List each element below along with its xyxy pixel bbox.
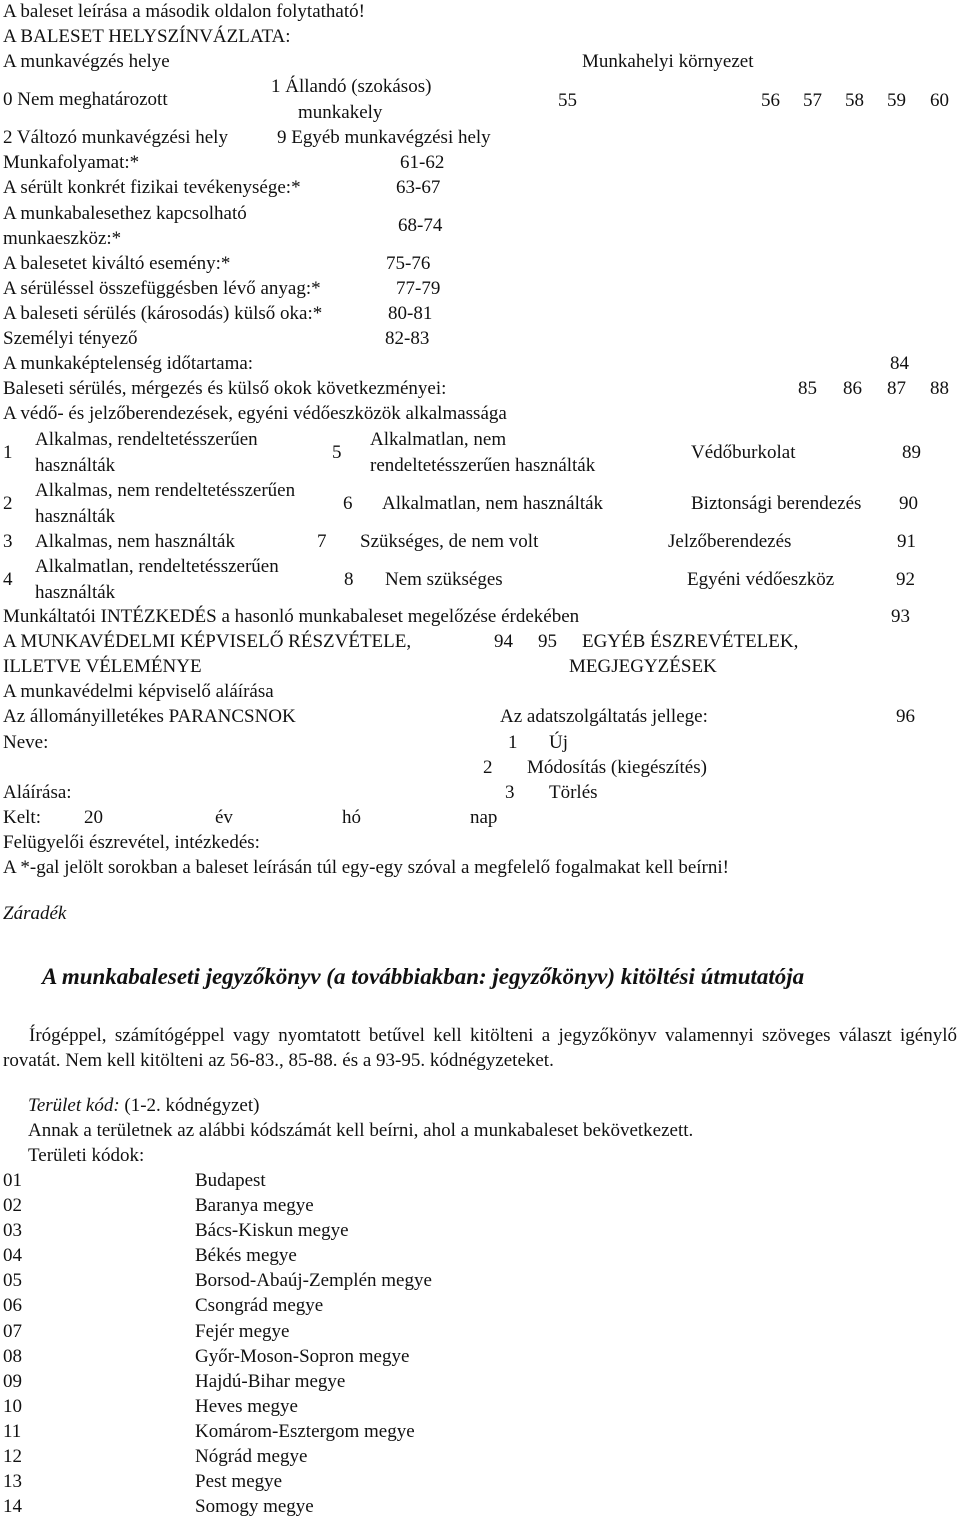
code-89: 89 [902, 442, 921, 463]
protective-row2-option-line2: használták [35, 506, 116, 527]
other-remarks-line1: EGYÉB ÉSZREVÉTELEK, [582, 631, 799, 652]
protective-row2-option2: Alkalmatlan, nem használták [382, 493, 604, 514]
date-day: nap [470, 807, 498, 828]
triggering-event-label: A balesetet kiváltó esemény:* [3, 253, 231, 274]
code-63-67: 63-67 [396, 177, 441, 198]
code-61-62: 61-62 [400, 152, 445, 173]
protective-row3-option: Alkalmas, nem használták [35, 531, 235, 552]
code-58: 58 [845, 90, 864, 111]
guide-intro: Írógéppel, számítógéppel vagy nyomtatott betűvel kell kitölteni a jegyzőkönyv valamennyi szöveges választ igénylő rovatát. Nem kell kitölteni az 56-83., 85-88. és a 93-95. kódnégyzeteket. [3, 1025, 957, 1071]
area-code-line [28, 1096, 259, 1115]
region-code: 09 [3, 1371, 22, 1392]
region-code: 13 [3, 1471, 22, 1492]
region-name: Borsod-Abaúj-Zemplén megye [195, 1270, 432, 1291]
device-guard: Védőburkolat [691, 442, 796, 463]
location-option-1-line1: 1 Állandó (szokásos) [271, 76, 432, 97]
region-code: 10 [3, 1396, 22, 1417]
data-service-option-1: Új [549, 732, 568, 753]
region-name: Somogy megye [195, 1496, 314, 1517]
region-name: Hajdú-Bihar megye [195, 1371, 346, 1392]
protective-row1-option2-line1: Alkalmatlan, nem [370, 429, 507, 450]
location-option-0: 0 Nem meghatározott [3, 89, 168, 110]
protective-row1-number: 1 [3, 442, 13, 463]
protective-row1-option-line1: Alkalmas, rendeltetésszerűen [35, 429, 258, 450]
protective-row3-option2: Szükséges, de nem volt [360, 531, 539, 552]
region-name: Heves megye [195, 1396, 298, 1417]
data-service-option-1-number: 1 [508, 732, 518, 753]
signature-label: Aláírása: [3, 782, 72, 803]
protective-row3-number: 3 [3, 531, 13, 552]
region-code: 05 [3, 1270, 22, 1291]
commander-label: Az állományilletékes PARANCSNOK [3, 706, 296, 727]
equipment-label-line1: A munkabalesethez kapcsolható [3, 203, 247, 224]
region-name: Komárom-Esztergom megye [195, 1421, 415, 1442]
code-92: 92 [896, 569, 915, 590]
code-84: 84 [890, 353, 909, 374]
code-68-74: 68-74 [398, 215, 443, 236]
consequences-label: Baleseti sérülés, mérgezés és külső okok következményei: [3, 378, 447, 399]
equipment-label-line2: munkaeszköz:* [3, 228, 122, 249]
incapacity-label: A munkaképtelenség időtartama: [3, 353, 254, 374]
region-code: 01 [3, 1170, 22, 1191]
work-process-label: Munkafolyamat:* [3, 152, 140, 173]
protective-title: A védő- és jelzőberendezések, egyéni védőeszközök alkalmassága [3, 403, 507, 424]
rep-signature-label: A munkavédelmi képviselő aláírása [3, 681, 274, 702]
code-82-83: 82-83 [385, 328, 430, 349]
protective-row3-number2: 7 [317, 531, 327, 552]
other-remarks-line2: MEGJEGYZÉSEK [569, 656, 717, 677]
work-location-label: A munkavégzés helye [3, 51, 170, 72]
date-year-prefix: 20 [84, 807, 103, 828]
region-name: Fejér megye [195, 1321, 290, 1342]
code-95: 95 [538, 631, 557, 652]
date-month: hó [342, 807, 361, 828]
code-94: 94 [494, 631, 513, 652]
sketch-title: A BALESET HELYSZÍNVÁZLATA: [3, 26, 291, 47]
region-code: 07 [3, 1321, 22, 1342]
date-year: év [215, 807, 233, 828]
external-cause-label: A baleseti sérülés (károsodás) külső oka:* [3, 303, 323, 324]
area-code-label: Terület kód: [28, 1095, 120, 1116]
region-name: Békés megye [195, 1245, 297, 1266]
continuation-note: A baleset leírása a második oldalon folytatható! [3, 1, 365, 22]
name-label: Neve: [3, 732, 49, 753]
related-material-label: A sérüléssel összefüggésben lévő anyag:* [3, 278, 321, 299]
code-55: 55 [558, 90, 577, 111]
code-56: 56 [761, 90, 780, 111]
region-code: 14 [3, 1496, 22, 1517]
region-name: Budapest [195, 1170, 266, 1191]
region-name: Bács-Kiskun megye [195, 1220, 349, 1241]
code-88: 88 [930, 378, 949, 399]
rep-participation-line2: ILLETVE VÉLEMÉNYE [3, 656, 202, 677]
region-code: 02 [3, 1195, 22, 1216]
personal-factor-label: Személyi tényező [3, 328, 138, 349]
code-59: 59 [887, 90, 906, 111]
code-57: 57 [803, 90, 822, 111]
location-option-9: 9 Egyéb munkavégzési hely [277, 127, 491, 148]
code-77-79: 77-79 [396, 278, 441, 299]
area-codes-label: Területi kódok: [28, 1145, 145, 1166]
code-87: 87 [887, 378, 906, 399]
device-safety: Biztonsági berendezés [691, 493, 862, 514]
region-code: 12 [3, 1446, 22, 1467]
code-85: 85 [798, 378, 817, 399]
protective-row2-number: 2 [3, 493, 13, 514]
guide-title: A munkabaleseti jegyzőkönyv (a továbbiakban: jegyzőkönyv) kitöltési útmutatója [42, 964, 805, 989]
area-code-description: Annak a területnek az alábbi kódszámát kell beírni, ahol a munkabaleset bekövetkezett. [28, 1120, 694, 1141]
protective-row1-option2-line2: rendeltetésszerűen használták [370, 455, 596, 476]
region-code: 04 [3, 1245, 22, 1266]
supervisor-label: Felügyelői észrevétel, intézkedés: [3, 832, 260, 853]
protective-row2-option-line1: Alkalmas, nem rendeltetésszerűen [35, 480, 296, 501]
region-code: 11 [3, 1421, 22, 1442]
data-service-option-2: Módosítás (kiegészítés) [527, 757, 707, 778]
region-name: Pest megye [195, 1471, 283, 1492]
protective-row4-option2: Nem szükséges [385, 569, 503, 590]
protective-row4-number2: 8 [344, 569, 354, 590]
area-code-ref: (1-2. kódnégyzet) [119, 1095, 260, 1116]
region-name: Győr-Moson-Sopron megye [195, 1346, 410, 1367]
device-personal: Egyéni védőeszköz [687, 569, 835, 590]
location-option-1-line2: munkakely [298, 102, 383, 123]
location-option-2: 2 Változó munkavégzési hely [3, 127, 228, 148]
rep-participation-line1: A MUNKAVÉDELMI KÉPVISELŐ RÉSZVÉTELE, [3, 631, 412, 652]
region-code: 08 [3, 1346, 22, 1367]
protective-row4-option-line2: használták [35, 582, 116, 603]
data-service-option-2-number: 2 [483, 757, 493, 778]
region-name: Baranya megye [195, 1195, 314, 1216]
code-80-81: 80-81 [388, 303, 433, 324]
code-75-76: 75-76 [386, 253, 431, 274]
code-93: 93 [891, 606, 910, 627]
code-86: 86 [843, 378, 862, 399]
physical-activity-label: A sérült konkrét fizikai tevékenysége:* [3, 177, 301, 198]
region-name: Csongrád megye [195, 1295, 324, 1316]
code-91: 91 [897, 531, 916, 552]
footnote: A *-gal jelölt sorokban a baleset leírásán túl egy-egy szóval a megfelelő fogalmakat kell beírni! [3, 857, 729, 878]
region-code: 06 [3, 1295, 22, 1316]
protective-row1-number2: 5 [332, 442, 342, 463]
protective-row1-option-line2: használták [35, 455, 116, 476]
clause-heading: Záradék [3, 903, 67, 924]
data-service-option-3: Törlés [549, 782, 598, 803]
code-60: 60 [930, 90, 949, 111]
region-name: Nógrád megye [195, 1446, 308, 1467]
measures-label: Munkáltatói INTÉZKEDÉS a hasonló munkabaleset megelőzése érdekében [3, 606, 580, 627]
code-90: 90 [899, 493, 918, 514]
code-96: 96 [896, 706, 915, 727]
protective-row4-option-line1: Alkalmatlan, rendeltetésszerűen [35, 556, 279, 577]
data-service-label: Az adatszolgáltatás jellege: [500, 706, 708, 727]
work-environment-label: Munkahelyi környezet [582, 51, 754, 72]
data-service-option-3-number: 3 [505, 782, 515, 803]
protective-row2-number2: 6 [343, 493, 353, 514]
region-code: 03 [3, 1220, 22, 1241]
date-kelt: Kelt: [3, 807, 41, 828]
device-signal: Jelzőberendezés [668, 531, 792, 552]
protective-row4-number: 4 [3, 569, 13, 590]
